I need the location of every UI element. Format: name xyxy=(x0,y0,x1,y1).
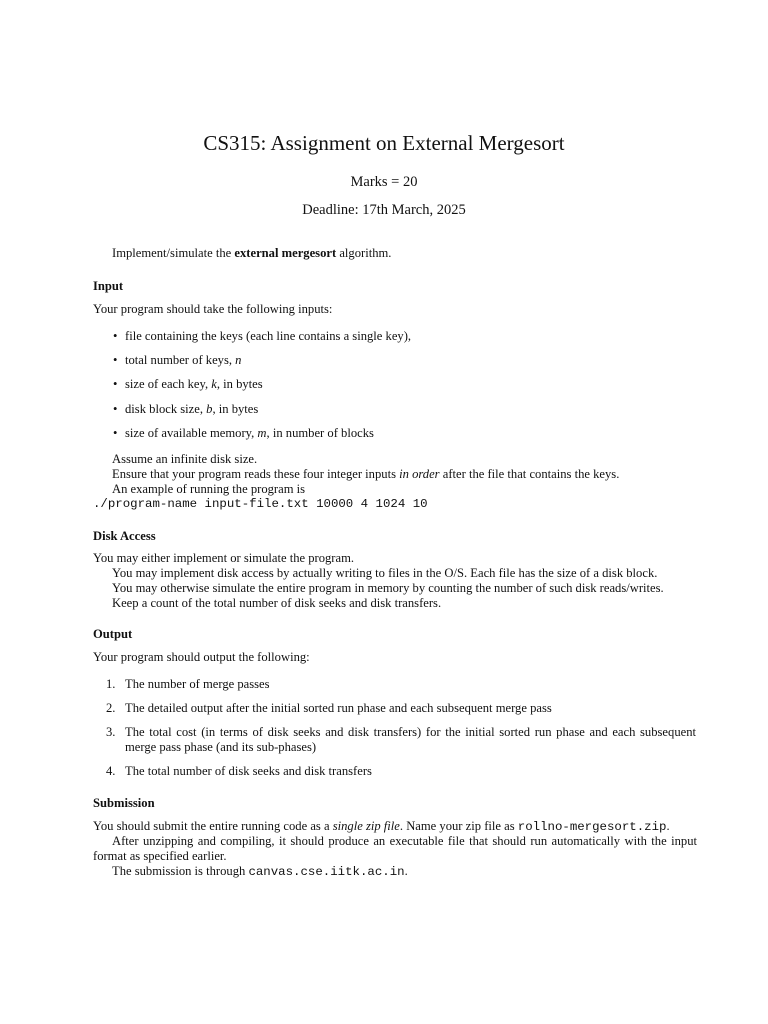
bullet-icon: • xyxy=(113,377,118,391)
input-item-var: b xyxy=(206,402,213,416)
page-title: CS315: Assignment on External Mergesort xyxy=(203,131,565,155)
ensure-text-post: after the file that contains the keys. xyxy=(439,467,620,481)
deadline-line: Deadline: 17th March, 2025 xyxy=(302,202,466,218)
disk-access-line: Keep a count of the total number of disk seeks and disk transfers. xyxy=(112,596,442,610)
submission-text: You should submit the entire running code as a xyxy=(93,819,333,833)
disk-access-line: You may implement disk access by actually writing to files in the O/S. Each file has the size of a disk block. xyxy=(112,566,658,580)
submission-line xyxy=(112,864,408,880)
input-item-text: size of available memory, xyxy=(125,426,258,440)
output-item-number: 1. xyxy=(106,677,116,691)
disk-access-heading: Disk Access xyxy=(93,529,156,543)
submission-heading: Submission xyxy=(93,796,155,810)
intro-text-pre: Implement/simulate the xyxy=(112,246,235,260)
output-item-text: The total cost (in terms of disk seeks and disk transfers) for the initial sorted run phase and each subsequent merge pass phase (and its sub-phases) xyxy=(125,725,696,754)
bullet-icon: • xyxy=(113,426,118,440)
input-item-text: file containing the keys (each line contains a single key), xyxy=(125,329,412,343)
input-item-text: disk block size, xyxy=(125,402,207,416)
submission-text: . xyxy=(666,819,670,833)
bullet-icon: • xyxy=(113,402,118,416)
example-lead: An example of running the program is xyxy=(112,482,306,496)
submission-line xyxy=(93,819,670,835)
input-lead: Your program should take the following inputs: xyxy=(93,302,333,316)
marks-line: Marks = 20 xyxy=(350,174,418,190)
bullet-icon: • xyxy=(113,353,118,367)
input-item-var: m xyxy=(257,426,267,440)
disk-access-line: You may otherwise simulate the entire program in memory by counting the number of such disk reads/writes. xyxy=(112,581,664,595)
output-item-text: The total number of disk seeks and disk transfers xyxy=(125,764,372,778)
ensure-text-em: in order xyxy=(399,467,440,481)
output-item-number: 2. xyxy=(106,701,116,715)
input-heading: Input xyxy=(93,279,124,293)
submission-text: . Name your zip file as xyxy=(399,819,518,833)
input-item-text: total number of keys, xyxy=(125,353,236,367)
output-item-number: 3. xyxy=(106,725,116,739)
bullet-icon: • xyxy=(113,329,118,343)
input-item-text: size of each key, xyxy=(125,377,212,391)
ensure-line xyxy=(112,467,619,482)
input-item-var: n xyxy=(235,353,242,367)
submission-text: . xyxy=(404,864,408,878)
ensure-text-pre: Ensure that your program reads these four integer inputs xyxy=(112,467,400,481)
output-heading: Output xyxy=(93,627,133,641)
assume-line: Assume an infinite disk size. xyxy=(112,452,258,466)
output-item-text: The detailed output after the initial sorted run phase and each subsequent merge pass xyxy=(125,701,552,715)
input-item-post: , in bytes xyxy=(216,377,263,391)
intro-text-post: algorithm. xyxy=(336,246,392,260)
submission-text-em: single zip file xyxy=(332,819,400,833)
output-lead: Your program should output the following: xyxy=(93,650,310,664)
submission-paragraph: After unzipping and compiling, it should produce an executable file that should run automatically with the input format as specified earlier. xyxy=(93,834,697,863)
submission-url: canvas.cse.iitk.ac.in xyxy=(248,865,405,879)
zip-filename: rollno-mergesort.zip xyxy=(517,820,667,834)
output-item-text: The number of merge passes xyxy=(125,677,270,691)
output-item-number: 4. xyxy=(106,764,116,778)
intro-text-bold: external mergesort xyxy=(234,246,337,260)
disk-access-line: You may either implement or simulate the program. xyxy=(93,551,355,565)
input-item-post: , in bytes xyxy=(212,402,259,416)
intro-paragraph xyxy=(112,246,391,261)
example-command: ./program-name input-file.txt 10000 4 1024 10 xyxy=(93,497,428,511)
input-item-var: k xyxy=(211,377,217,391)
submission-text: The submission is through xyxy=(112,864,249,878)
input-item-post: , in number of blocks xyxy=(266,426,374,440)
